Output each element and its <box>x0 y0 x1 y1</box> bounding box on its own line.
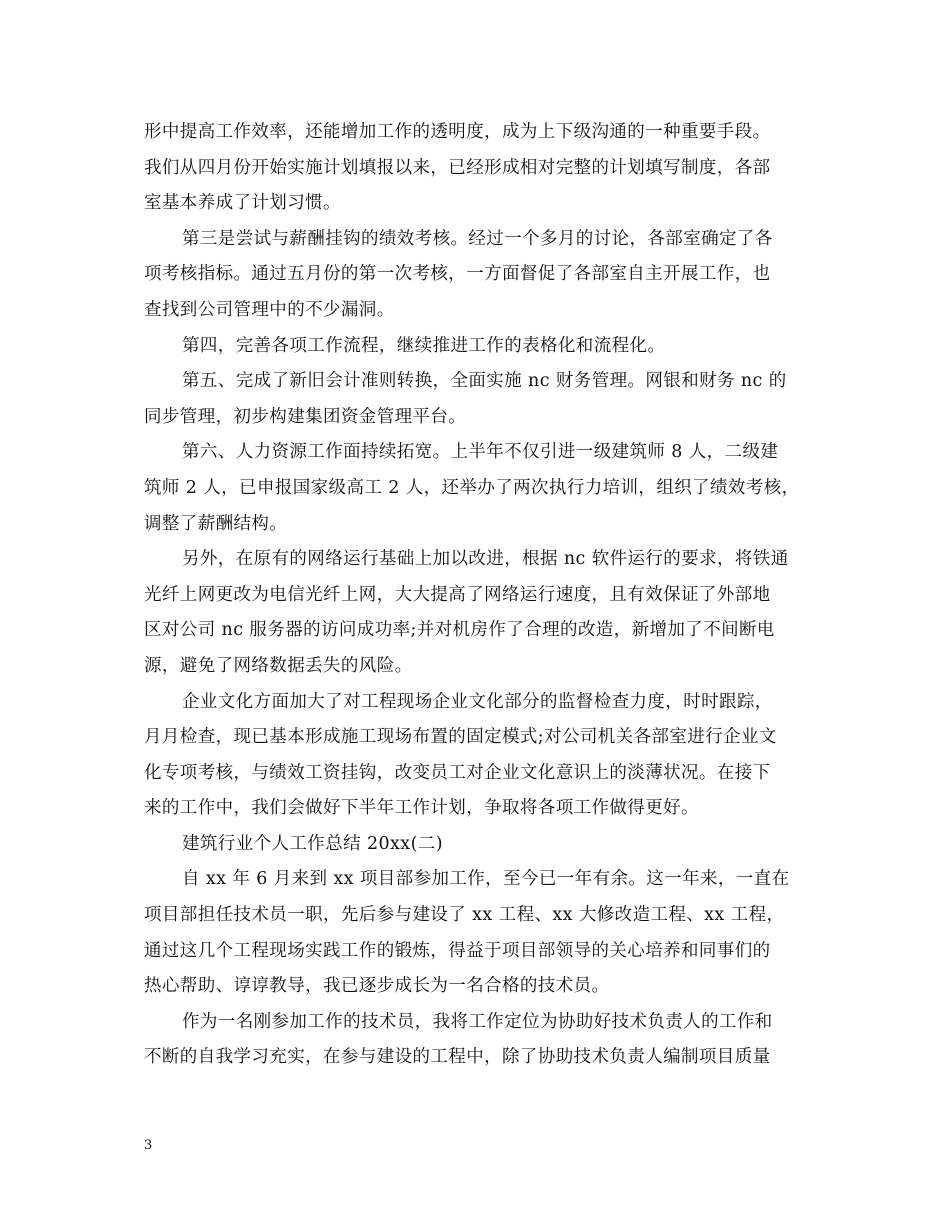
text-line: 建筑行业个人工作总结 20xx(二) <box>182 833 443 854</box>
text-line: 查找到公司管理中的不少漏洞。 <box>144 299 395 320</box>
text-line: 来的工作中，我们会做好下半年工作计划，争取将各项工作做得更好。 <box>144 798 699 819</box>
text-line: 项考核指标。通过五月份的第一次考核，一方面督促了各部室自主开展工作，也 <box>144 264 771 285</box>
text-line: 光纤上网更改为电信光纤上网，大大提高了网络运行速度，且有效保证了外部地 <box>144 584 771 605</box>
text-line: 月月检查，现已基本形成施工现场布置的固定模式;对公司机关各部室进行企业文 <box>144 727 777 748</box>
body-text <box>144 115 814 1076</box>
text-line: 同步管理，初步构建集团资金管理平台。 <box>144 406 467 427</box>
text-line: 作为一名刚参加工作的技术员，我将工作定位为协助好技术负责人的工作和 <box>182 1011 773 1032</box>
text-line: 第六、人力资源工作面持续拓宽。上半年不仅引进一级建筑师 8 人，二级建 <box>182 442 779 463</box>
text-line: 第四，完善各项工作流程，继续推进工作的表格化和流程化。 <box>182 335 666 356</box>
text-line: 化专项考核，与绩效工资挂钩，改变员工对企业文化意识上的淡薄状况。在接下 <box>144 762 771 783</box>
page-number: 3 <box>144 1138 153 1153</box>
text-line: 室基本养成了计划习惯。 <box>144 193 341 214</box>
text-line: 我们从四月份开始实施计划填报以来，已经形成相对完整的计划填写制度，各部 <box>144 157 771 178</box>
text-line: 区对公司 nc 服务器的访问成功率;并对机房作了合理的改造，新增加了不间断电 <box>144 620 775 641</box>
text-line: 调整了薪酬结构。 <box>144 513 288 534</box>
text-line: 企业文化方面加大了对工程现场企业文化部分的监督检查力度，时时跟踪， <box>182 691 773 712</box>
text-line: 筑师 2 人，已申报国家级高工 2 人，还举办了两次执行力培训，组织了绩效考核， <box>144 477 800 498</box>
text-line: 第三是尝试与薪酬挂钩的绩效考核。经过一个多月的讨论，各部室确定了各 <box>182 228 773 249</box>
text-line: 热心帮助、谆谆教导，我已逐步成长为一名合格的技术员。 <box>144 976 610 997</box>
text-line: 自 xx 年 6 月来到 xx 项目部参加工作，至今已一年有余。这一年来，一直在 <box>182 869 790 890</box>
text-line: 源，避免了网络数据丢失的风险。 <box>144 655 413 676</box>
text-line: 另外，在原有的网络运行基础上加以改进，根据 nc 软件运行的要求，将铁通 <box>182 549 789 570</box>
text-line: 不断的自我学习充实，在参与建设的工程中，除了协助技术负责人编制项目质量 <box>144 1047 771 1068</box>
text-line: 第五、完成了新旧会计准则转换，全面实施 nc 财务管理。网银和财务 nc 的 <box>182 371 787 392</box>
text-line: 通过这几个工程现场实践工作的锻炼，得益于项目部领导的关心培养和同事们的 <box>144 940 771 961</box>
text-line: 形中提高工作效率，还能增加工作的透明度，成为上下级沟通的一种重要手段。 <box>144 122 771 142</box>
text-line: 项目部担任技术员一职，先后参与建设了 xx 工程、xx 大修改造工程、xx 工程， <box>144 905 785 926</box>
